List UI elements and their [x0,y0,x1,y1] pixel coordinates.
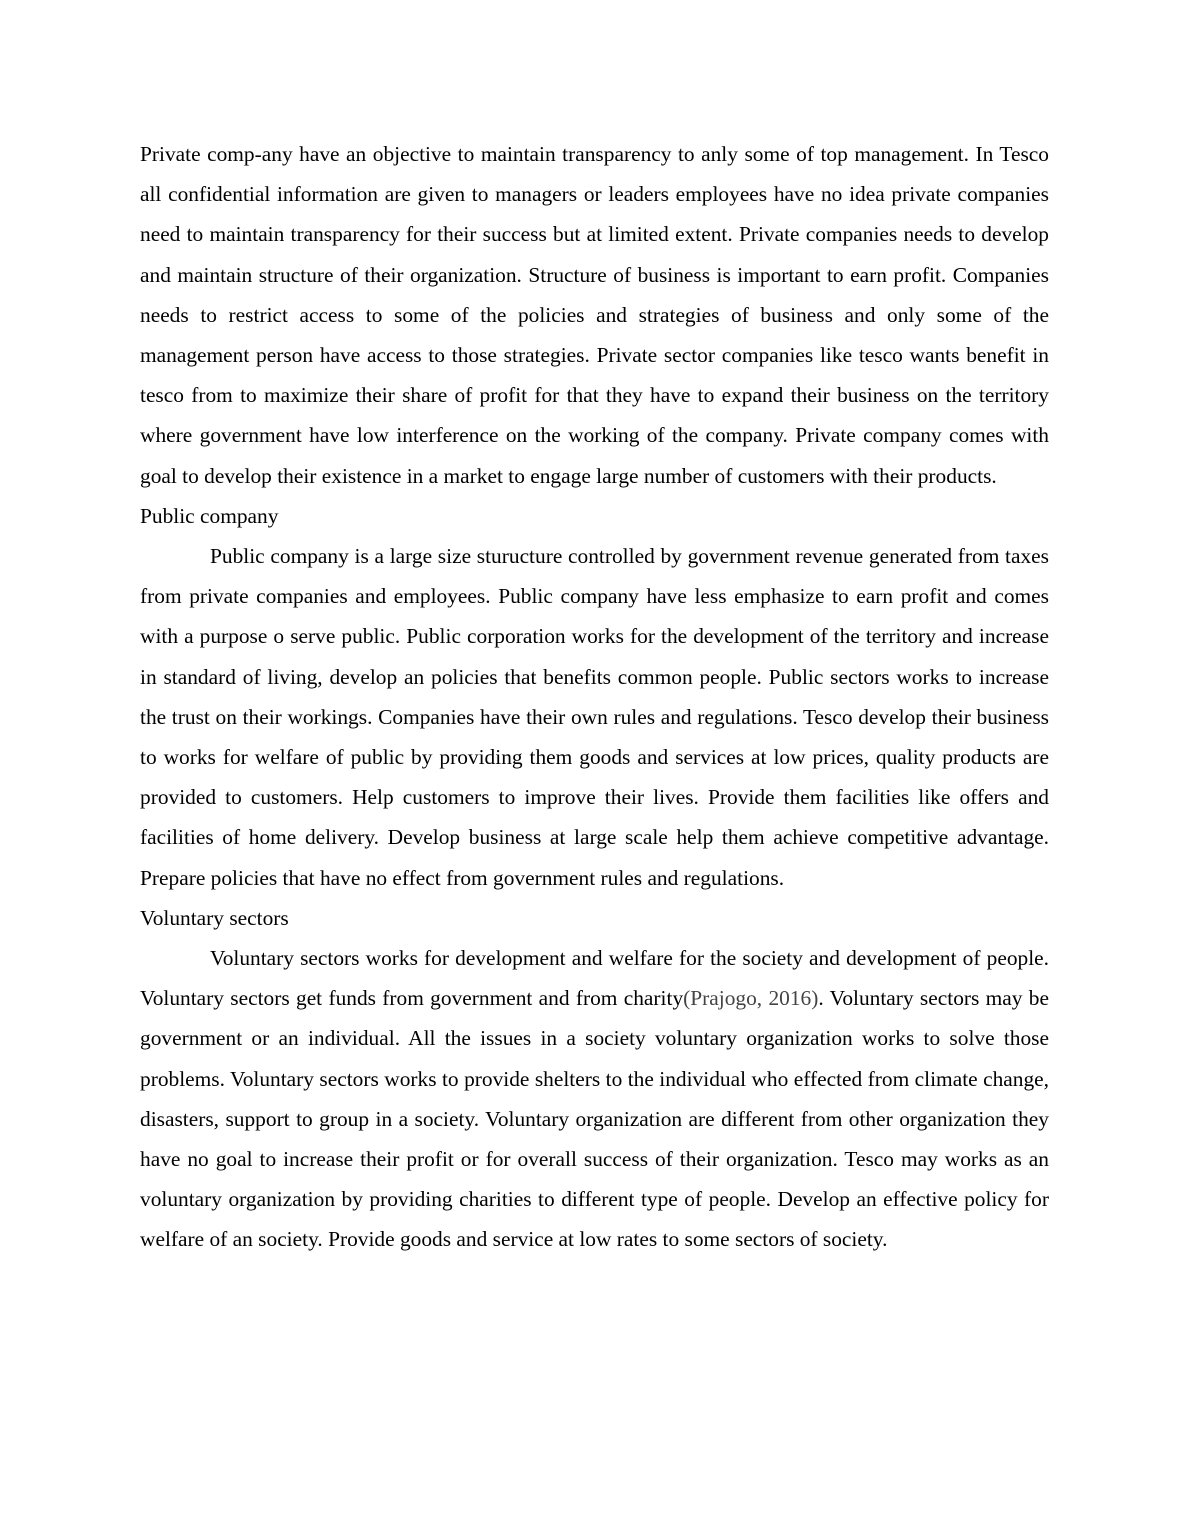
document-body [140,134,1049,1260]
voluntary-paragraph-start: Voluntary sectors works for development and welfare for the society and development of people. Voluntary sectors get funds from government and from charity [140,946,1049,1011]
private-company-paragraph: Private comp-any have an objective to maintain transparency to anly some of top management. In Tesco all confidential information are given to managers or leaders employees have no idea private companies need to maintain transparency for their success but at limited extent. Private companies needs to develop and maintain structure of their organization. Structure of business is important to earn profit. Companies needs to restrict access to some of the policies and strategies of business and only some of the management person have access to those strategies. Private sector companies like tesco wants benefit in tesco from to maximize their share of profit for that they have to expand their business on the territory where government have low interference on the working of the company. Private company comes with goal to develop their existence in a market to engage large number of customers with their products. [140,142,1049,488]
voluntary-paragraph-end: . Voluntary sectors may be government or an individual. All the issues in a society voluntary organization works to solve those problems. Voluntary sectors works to provide shelters to the individual who effected from climate change, disasters, support to group in a society. Voluntary organization are different from other organization they have no goal to increase their profit or for overall success of their organization. Tesco may works as an voluntary organization by providing charities to different type of people. Develop an effective policy for welfare of an society. Provide goods and service at low rates to some sectors of society. [140,986,1049,1252]
voluntary-sectors-heading: Voluntary sectors [140,905,289,930]
public-company-heading: Public company [140,503,279,528]
voluntary-sectors-paragraph [140,938,1049,1260]
citation: (Prajogo, 2016) [683,986,819,1011]
public-company-paragraph: Public company is a large size sturucture controlled by government revenue generated from taxes from private companies and employees. Public company have less emphasize to earn profit and comes with a purpose o serve public. Public corporation works for the development of the territory and increase in standard of living, develop an policies that benefits common people. Public sectors works to increase the trust on their workings. Companies have their own rules and regulations. Tesco develop their business to works for welfare of public by providing them goods and services at low prices, quality products are provided to customers. Help customers to improve their lives. Provide them facilities like offers and facilities of home delivery. Develop business at large scale help them achieve competitive advantage. Prepare policies that have no effect from government rules and regulations. [140,544,1049,890]
